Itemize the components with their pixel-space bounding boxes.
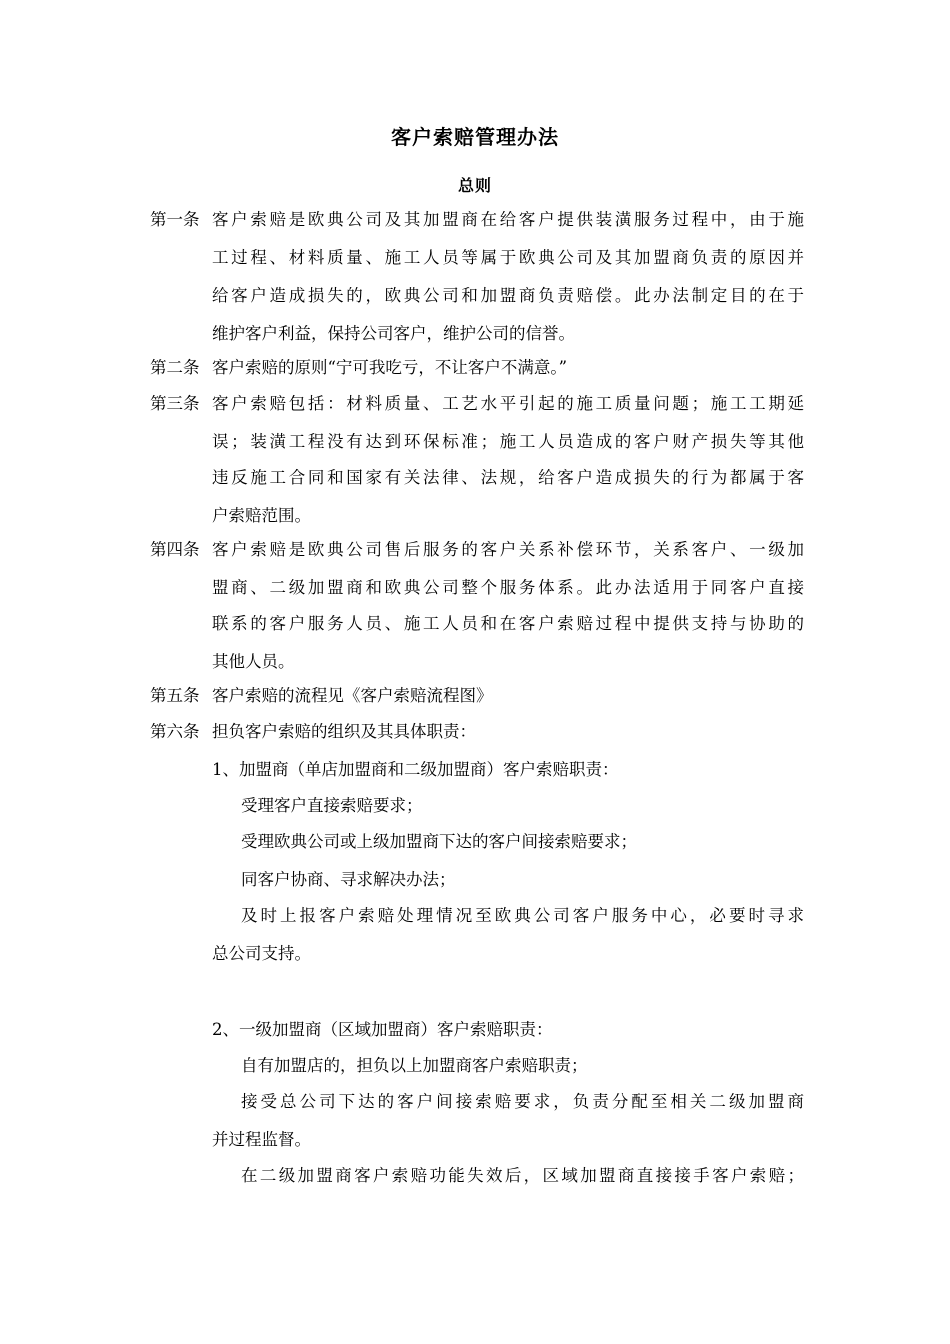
article-text-line: 违反施工合同和国家有关法律、法规，给客户造成损失的行为都属于客 (212, 468, 804, 487)
article-text-line: 给客户造成损失的，欧典公司和加盟商负责赔偿。此办法制定目的在于 (212, 286, 804, 305)
article-text-line: 联系的客户服务人员、施工人员和在客户索赔过程中提供支持与协助的 (212, 614, 804, 633)
duty-item: 在二级加盟商客户索赔功能失效后，区域加盟商直接接手客户索赔； (241, 1166, 804, 1185)
duty-heading: 1、加盟商（单店加盟商和二级加盟商）客户索赔职责： (212, 760, 619, 779)
section-heading: 总则 (457, 176, 492, 195)
article-text-line: 客户索赔包括：材料质量、工艺水平引起的施工质量问题；施工工期延 (212, 394, 804, 413)
duty-item: 受理客户直接索赔要求； (241, 796, 423, 815)
article-label: 第六条 (150, 722, 200, 741)
article-text-line: 盟商、二级加盟商和欧典公司整个服务体系。此办法适用于同客户直接 (212, 578, 804, 597)
duty-heading: 2、一级加盟商（区域加盟商）客户索赔职责： (212, 1020, 553, 1039)
duty-item: 受理欧典公司或上级加盟商下达的客户间接索赔要求； (241, 832, 637, 851)
article-label: 第五条 (150, 686, 200, 705)
duty-item: 及时上报客户索赔处理情况至欧典公司客户服务中心，必要时寻求 (241, 906, 804, 925)
article-text-line: 客户索赔是欧典公司及其加盟商在给客户提供装潢服务过程中，由于施 (212, 210, 804, 229)
duty-item-continuation: 并过程监督。 (212, 1130, 311, 1149)
article-text-line: 维护客户利益，保持公司客户，维护公司的信誉。 (212, 324, 575, 343)
article-text-line: 客户索赔是欧典公司售后服务的客户关系补偿环节，关系客户、一级加 (212, 540, 804, 559)
duty-item-continuation: 总公司支持。 (212, 944, 311, 963)
article-text-line: 其他人员。 (212, 652, 295, 671)
article-label: 第三条 (150, 394, 200, 413)
duty-item: 同客户协商、寻求解决办法； (241, 870, 456, 889)
article-text-line: 客户索赔的流程见《客户索赔流程图》 (212, 686, 493, 705)
article-text-line: 担负客户索赔的组织及其具体职责： (212, 722, 476, 741)
duty-item: 接受总公司下达的客户间接索赔要求，负责分配至相关二级加盟商 (241, 1092, 804, 1111)
article-label: 第二条 (150, 358, 200, 377)
article-text-line: 户索赔范围。 (212, 506, 311, 525)
article-label: 第四条 (150, 540, 200, 559)
article-text-line: 工过程、材料质量、施工人员等属于欧典公司及其加盟商负责的原因并 (212, 248, 804, 267)
article-text-line: 误；装潢工程没有达到环保标准；施工人员造成的客户财产损失等其他 (212, 432, 804, 451)
duty-item: 自有加盟店的，担负以上加盟商客户索赔职责； (241, 1056, 588, 1075)
article-text-line: 客户索赔的原则“宁可我吃亏，不让客户不满意。” (212, 358, 568, 377)
article-label: 第一条 (150, 210, 200, 229)
document-title: 客户索赔管理办法 (391, 125, 559, 149)
